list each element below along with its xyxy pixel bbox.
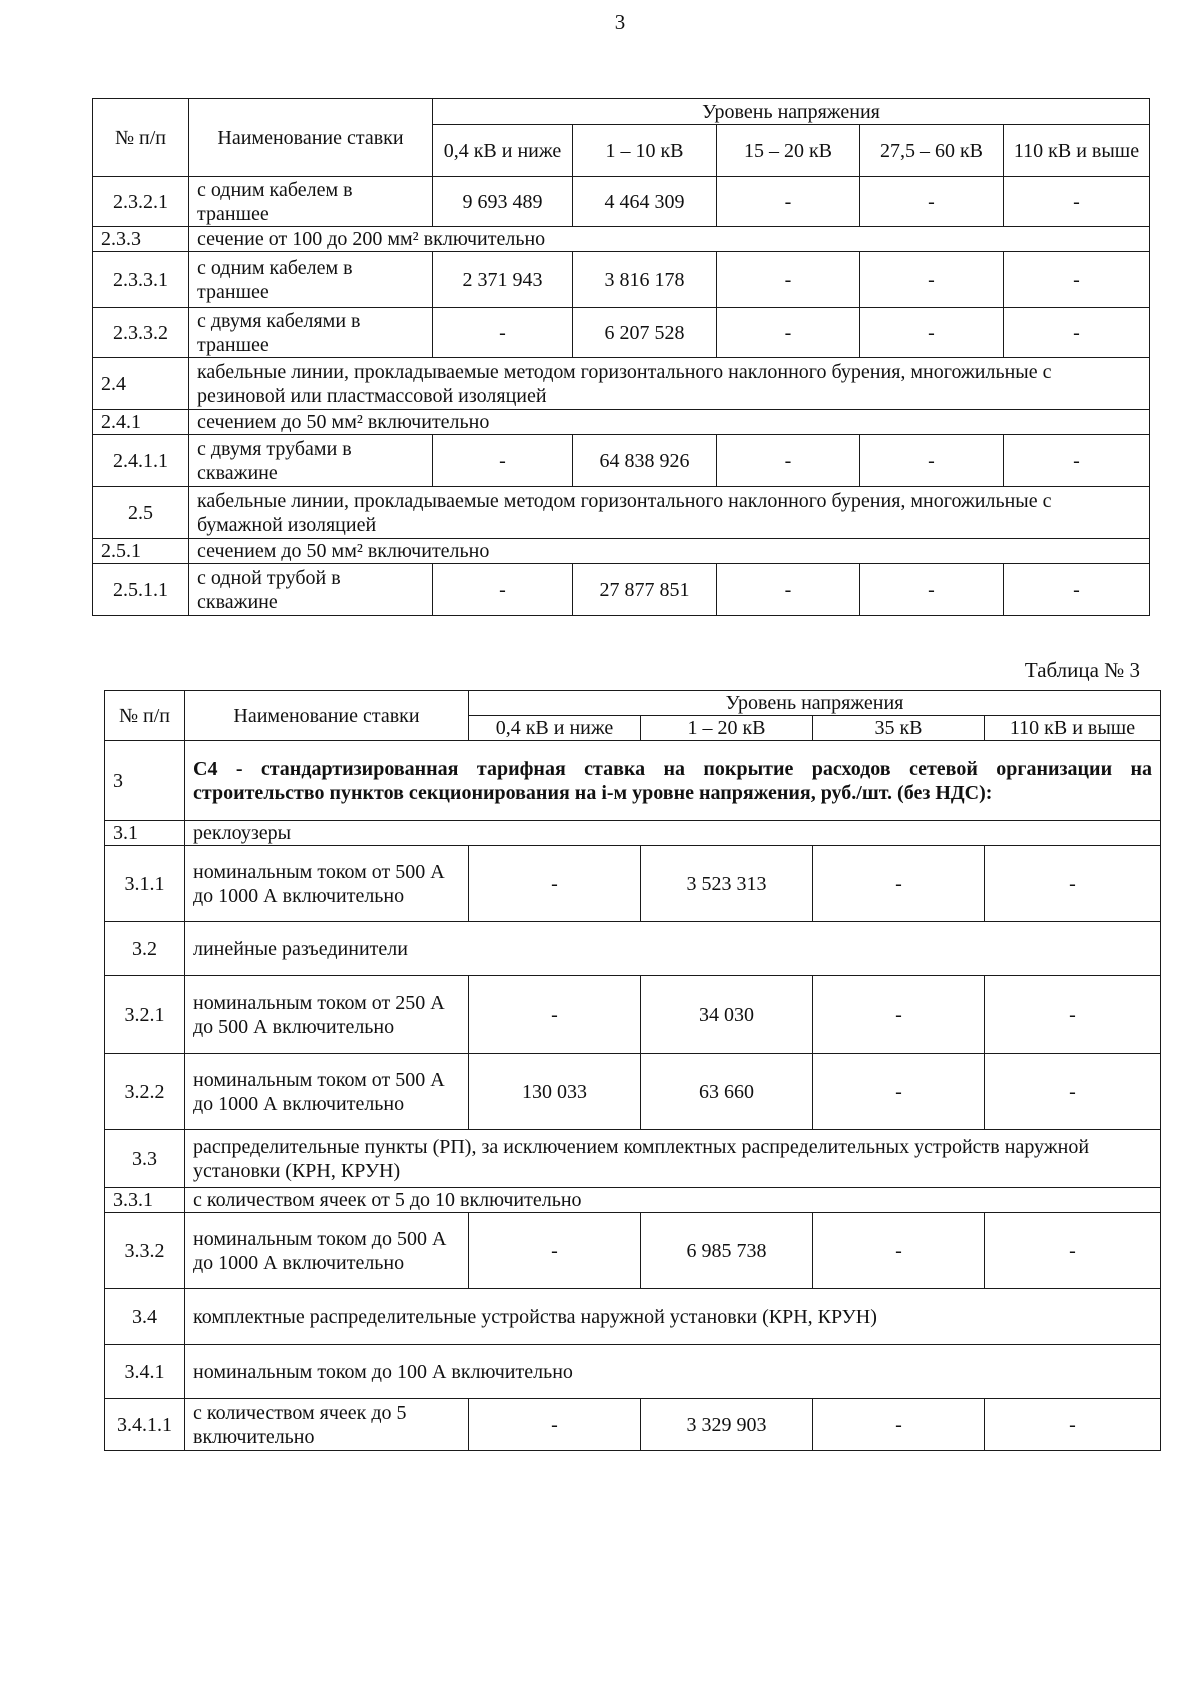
cell-v3: - [813, 1213, 985, 1289]
header-voltage-v2: 1 – 10 кВ [573, 125, 717, 177]
row-name: комплектные распределительные устройства наружной установки (КРН, КРУН) [185, 1289, 1161, 1345]
table-row [105, 1130, 1161, 1188]
row-num: 3.4.1 [105, 1345, 185, 1399]
row-name: кабельные линии, прокладываемые методом горизонтального наклонного бурения, многожильные с резиновой или пластмассовой изоляцией [189, 358, 1150, 410]
row-num: 3.3 [105, 1130, 185, 1188]
row-num: 2.4 [93, 358, 189, 410]
row-name: кабельные линии, прокладываемые методом горизонтального наклонного бурения, многожильные с бумажной изоляцией [189, 487, 1150, 539]
cell-v3: - [717, 435, 860, 487]
row-name: реклоузеры [185, 821, 1161, 846]
cell-v4: - [860, 177, 1004, 227]
row-name: сечением до 50 мм² включительно [189, 410, 1150, 435]
header-voltage-v4: 27,5 – 60 кВ [860, 125, 1004, 177]
cell-v5: - [1004, 252, 1150, 308]
cell-v2: 6 985 738 [641, 1213, 813, 1289]
cell-v1: - [433, 435, 573, 487]
cell-v2: 34 030 [641, 976, 813, 1054]
header-voltage-level: Уровень напряжения [469, 691, 1161, 716]
table-row [93, 252, 1150, 308]
header-voltage-v2: 1 – 20 кВ [641, 716, 813, 741]
table-row [105, 741, 1161, 821]
table-row [93, 564, 1150, 616]
table-row [105, 1289, 1161, 1345]
cell-v3: - [813, 1054, 985, 1130]
table-row [105, 976, 1161, 1054]
row-name: номинальным током от 500 А до 1000 А включительно [185, 846, 469, 922]
row-num: 2.4.1 [93, 410, 189, 435]
row-name: линейные разъединители [185, 922, 1161, 976]
row-name: номинальным током от 250 А до 500 А включительно [185, 976, 469, 1054]
row-num: 3.1 [105, 821, 185, 846]
row-name: номинальным током до 100 А включительно [185, 1345, 1161, 1399]
table-caption: Таблица № 3 [1024, 658, 1140, 682]
table-row [105, 1213, 1161, 1289]
row-num: 3.2.2 [105, 1054, 185, 1130]
table-row [105, 1399, 1161, 1451]
row-num: 3.3.1 [105, 1188, 185, 1213]
cell-v4: - [985, 976, 1161, 1054]
cell-v1: - [469, 1399, 641, 1451]
row-name: распределительные пункты (РП), за исключением комплектных распределительных устройств наружной установки (КРН, КРУН) [185, 1130, 1161, 1188]
row-name: номинальным током от 500 А до 1000 А включительно [185, 1054, 469, 1130]
cell-v3: - [717, 177, 860, 227]
table-row [93, 435, 1150, 487]
header-voltage-v5: 110 кВ и выше [1004, 125, 1150, 177]
row-num: 2.3.2.1 [93, 177, 189, 227]
row-num: 2.3.3.2 [93, 308, 189, 358]
table-row [105, 846, 1161, 922]
cell-v2: 64 838 926 [573, 435, 717, 487]
cell-v4: - [860, 564, 1004, 616]
cell-v3: - [717, 308, 860, 358]
cell-v2: 4 464 309 [573, 177, 717, 227]
cell-v2: 6 207 528 [573, 308, 717, 358]
table-row [105, 1345, 1161, 1399]
cell-v4: - [985, 1213, 1161, 1289]
header-voltage-v1: 0,4 кВ и ниже [469, 716, 641, 741]
header-voltage-level: Уровень напряжения [433, 99, 1150, 125]
row-num: 2.5.1 [93, 539, 189, 564]
cell-v4: - [860, 308, 1004, 358]
row-name: с количеством ячеек от 5 до 10 включительно [185, 1188, 1161, 1213]
header-name: Наименование ставки [189, 99, 433, 177]
row-name: сечением до 50 мм² включительно [189, 539, 1150, 564]
row-num: 3.4.1.1 [105, 1399, 185, 1451]
cell-v4: - [860, 252, 1004, 308]
cell-v3: - [813, 846, 985, 922]
row-name: с одной трубой в скважине [189, 564, 433, 616]
cell-v1: - [433, 308, 573, 358]
row-num: 2.3.3.1 [93, 252, 189, 308]
table-row [93, 358, 1150, 410]
header-voltage-v4: 110 кВ и выше [985, 716, 1161, 741]
row-name: с двумя кабелями в траншее [189, 308, 433, 358]
row-name: с двумя трубами в скважине [189, 435, 433, 487]
row-num: 2.5.1.1 [93, 564, 189, 616]
header-num: № п/п [105, 691, 185, 741]
cell-v3: - [813, 1399, 985, 1451]
cell-v1: 2 371 943 [433, 252, 573, 308]
table-row [105, 1054, 1161, 1130]
table-row [93, 308, 1150, 358]
cell-v1: 9 693 489 [433, 177, 573, 227]
table-row [105, 1188, 1161, 1213]
row-num: 3.1.1 [105, 846, 185, 922]
row-num: 3.2 [105, 922, 185, 976]
row-num: 3.2.1 [105, 976, 185, 1054]
row-name: С4 - стандартизированная тарифная ставка на покрытие расходов сетевой организации на строительство пунктов секционирования на i-м уровне напряжения, руб./шт. (без НДС): [185, 741, 1161, 821]
cell-v2: 27 877 851 [573, 564, 717, 616]
cell-v2: 3 523 313 [641, 846, 813, 922]
cell-v4: - [860, 435, 1004, 487]
cell-v1: - [433, 564, 573, 616]
cell-v1: - [469, 846, 641, 922]
cell-v5: - [1004, 177, 1150, 227]
cell-v4: - [985, 1399, 1161, 1451]
cell-v4: - [985, 846, 1161, 922]
tariff-table-3 [104, 690, 1161, 1451]
cell-v2: 3 329 903 [641, 1399, 813, 1451]
cell-v5: - [1004, 435, 1150, 487]
row-name: с одним кабелем в траншее [189, 177, 433, 227]
row-name: номинальным током до 500 А до 1000 А включительно [185, 1213, 469, 1289]
table-row [93, 177, 1150, 227]
cell-v3: - [717, 564, 860, 616]
header-voltage-v3: 35 кВ [813, 716, 985, 741]
cell-v5: - [1004, 564, 1150, 616]
row-num: 3 [105, 741, 185, 821]
table-row [93, 410, 1150, 435]
page-number: 3 [614, 10, 626, 34]
row-name: с одним кабелем в траншее [189, 252, 433, 308]
row-num: 2.4.1.1 [93, 435, 189, 487]
cell-v4: - [985, 1054, 1161, 1130]
table-row [93, 227, 1150, 252]
header-voltage-v1: 0,4 кВ и ниже [433, 125, 573, 177]
row-num: 3.3.2 [105, 1213, 185, 1289]
table-row [105, 821, 1161, 846]
cell-v1: 130 033 [469, 1054, 641, 1130]
row-name: с количеством ячеек до 5 включительно [185, 1399, 469, 1451]
cell-v3: - [717, 252, 860, 308]
header-voltage-v3: 15 – 20 кВ [717, 125, 860, 177]
row-name: сечение от 100 до 200 мм² включительно [189, 227, 1150, 252]
cell-v2: 3 816 178 [573, 252, 717, 308]
table-row [105, 922, 1161, 976]
cell-v1: - [469, 976, 641, 1054]
row-num: 2.3.3 [93, 227, 189, 252]
row-num: 2.5 [93, 487, 189, 539]
cell-v2: 63 660 [641, 1054, 813, 1130]
cell-v5: - [1004, 308, 1150, 358]
table-row [93, 539, 1150, 564]
table-row [93, 487, 1150, 539]
tariff-table-continued [92, 98, 1150, 616]
row-num: 3.4 [105, 1289, 185, 1345]
header-name: Наименование ставки [185, 691, 469, 741]
cell-v3: - [813, 976, 985, 1054]
header-num: № п/п [93, 99, 189, 177]
cell-v1: - [469, 1213, 641, 1289]
